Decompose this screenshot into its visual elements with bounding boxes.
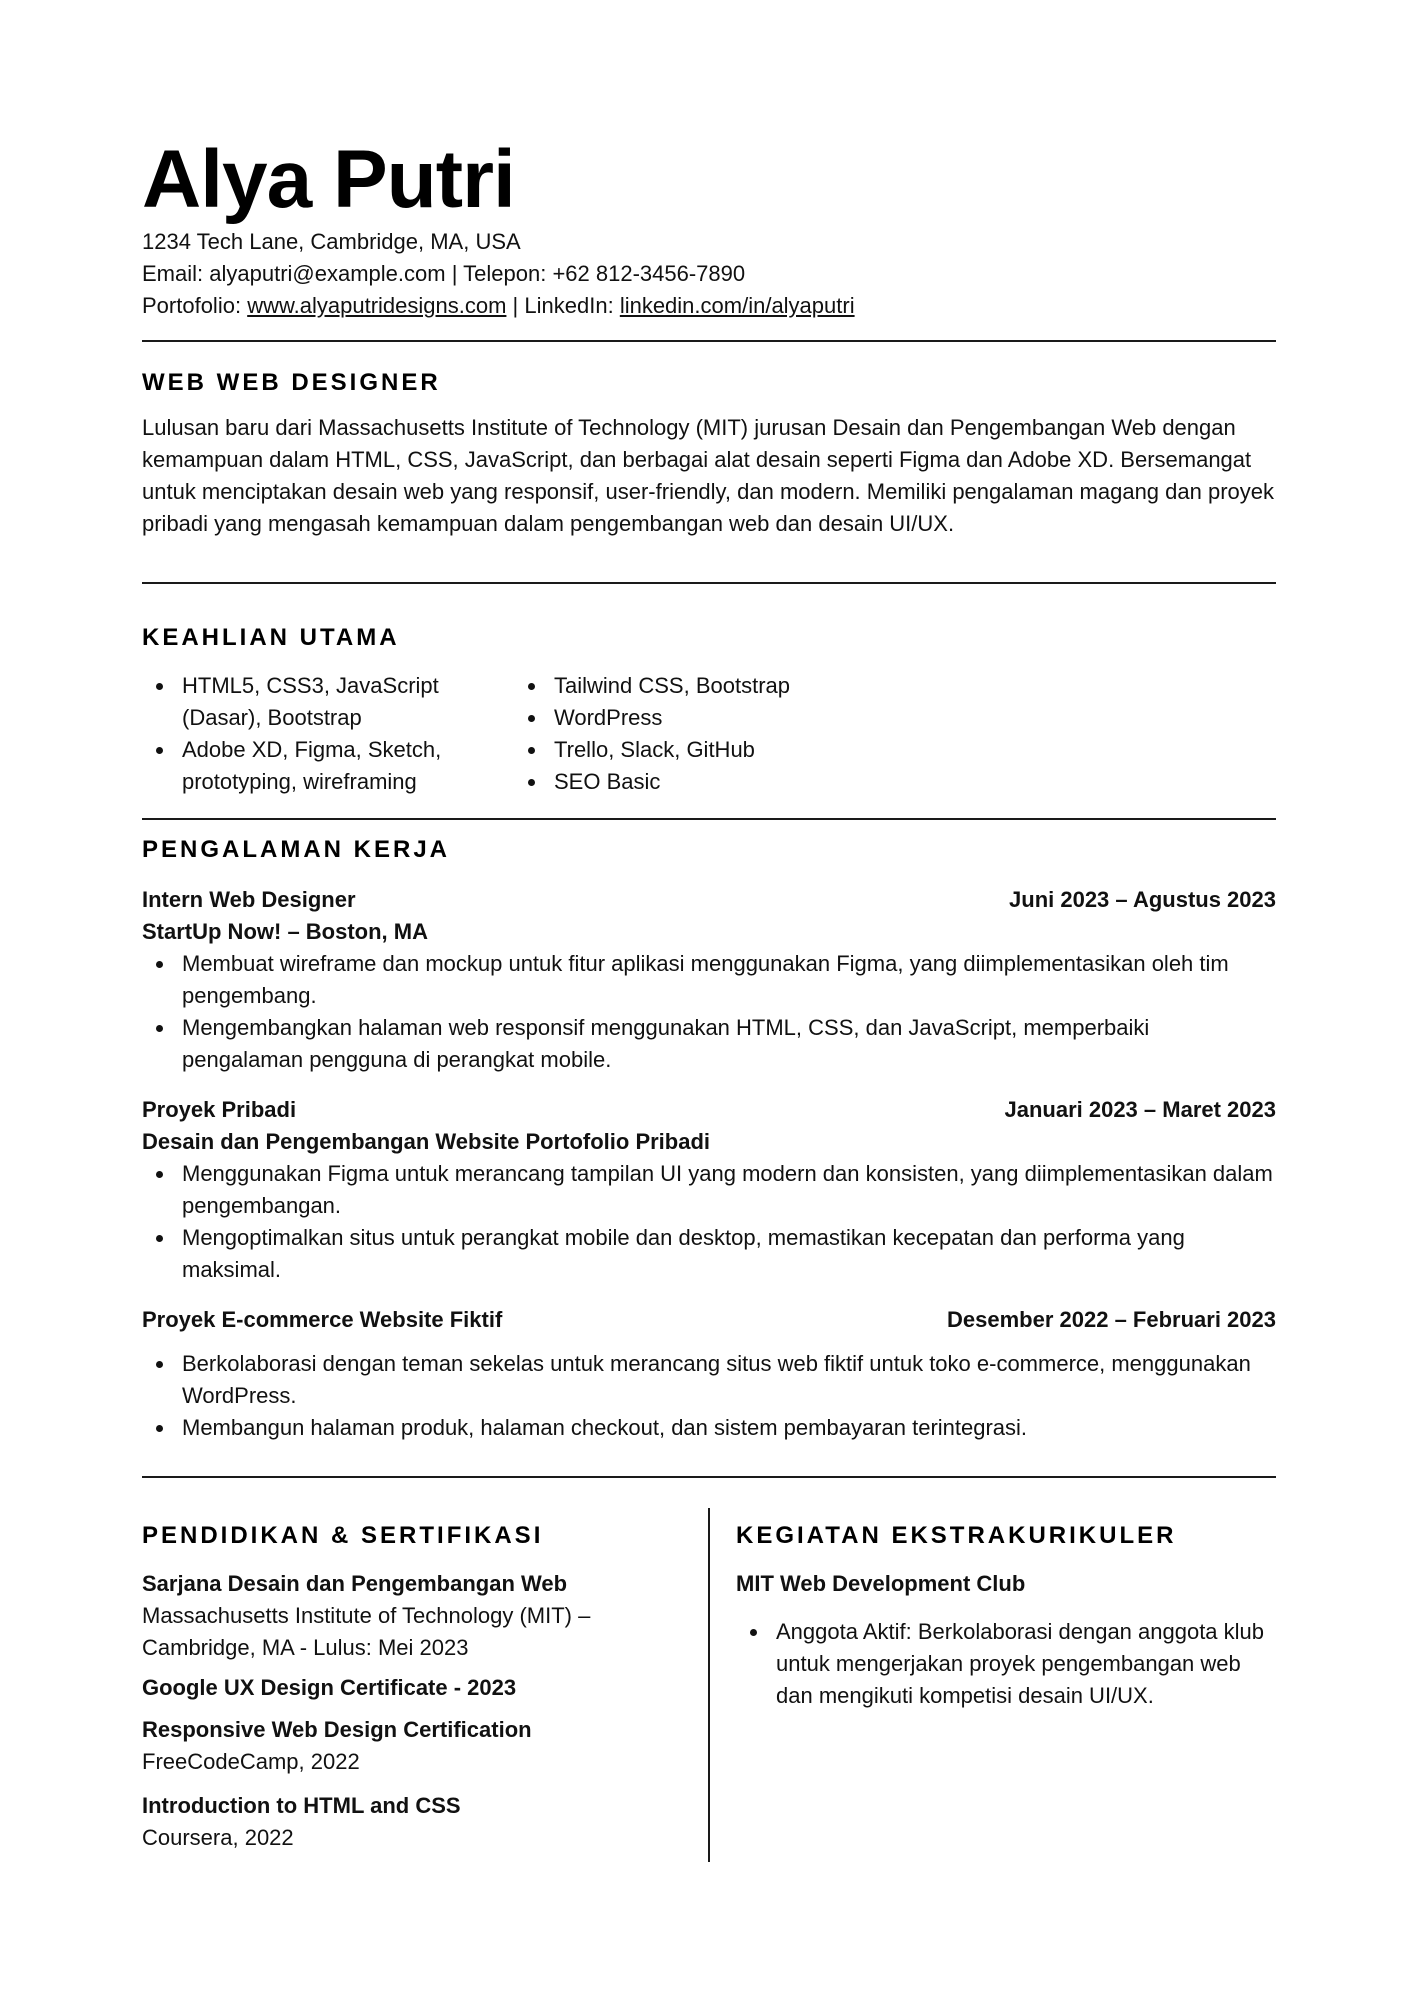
job-date: Desember 2022 – Februari 2023 (947, 1307, 1276, 1332)
certificate-item (142, 1790, 662, 1854)
divider (142, 1476, 1276, 1478)
summary-text: Lulusan baru dari Massachusetts Institute of Technology (MIT) jurusan Desain dan Pengembangan Web dengan kemampuan dalam HTML, CSS, JavaScript, dan berbagai alat desain seperti Figma dan Adobe XD. Bersemangat untuk menciptakan desain web yang responsif, user-friendly, dan modern. Memiliki pengalaman magang dan proyek pribadi yang mengasah kemampuan dalam pengembangan web dan desain UI/UX. (142, 415, 1275, 536)
list-item: Menggunakan Figma untuk merancang tampilan UI yang modern dan konsisten, yang diimplementasikan dalam pengembangan. (142, 1158, 1276, 1222)
job-title: Intern Web Designer (142, 887, 356, 912)
divider (142, 582, 1276, 584)
certificate-title: Google UX Design Certificate - 2023 (142, 1675, 517, 1700)
list-item: Adobe XD, Figma, Sketch, prototyping, wireframing (142, 734, 482, 798)
job-bullets (142, 1348, 1276, 1444)
degree-title: Sarjana Desain dan Pengembangan Web (142, 1571, 568, 1596)
candidate-name: Alya Putri (142, 134, 515, 225)
separator: | (512, 293, 519, 318)
job-company: StartUp Now! – Boston, MA (142, 919, 428, 944)
email-phone-line (142, 258, 855, 290)
certificate-detail: Coursera, 2022 (142, 1825, 294, 1850)
portfolio-label: Portofolio: (142, 293, 242, 318)
job-entry (142, 884, 1276, 1076)
activity-bullets (736, 1616, 1276, 1712)
degree-detail: Massachusetts Institute of Technology (MIT) – Cambridge, MA - Lulus: Mei 2023 (142, 1603, 591, 1660)
certificate-title: Introduction to HTML and CSS (142, 1793, 461, 1818)
list-item: Mengembangkan halaman web responsif menggunakan HTML, CSS, dan JavaScript, memperbaiki pengalaman pengguna di perangkat mobile. (142, 1012, 1276, 1076)
experience-heading: PENGALAMAN KERJA (142, 836, 451, 863)
list-item: Berkolaborasi dengan teman sekelas untuk merancang situs web fiktif untuk toko e-commerce, menggunakan WordPress. (142, 1348, 1276, 1412)
certificate-item (142, 1672, 662, 1704)
job-bullets (142, 1158, 1276, 1286)
certificate-title: Responsive Web Design Certification (142, 1717, 532, 1742)
phone-value: +62 812-3456-7890 (552, 261, 746, 286)
linkedin-label: LinkedIn: (524, 293, 614, 318)
list-item: HTML5, CSS3, JavaScript (Dasar), Bootstrap (142, 670, 482, 734)
email-label: Email: (142, 261, 204, 286)
list-item: Membuat wireframe dan mockup untuk fitur aplikasi menggunakan Figma, yang diimplementasikan oleh tim pengembang. (142, 948, 1276, 1012)
list-item: Membangun halaman produk, halaman checkout, dan sistem pembayaran terintegrasi. (142, 1412, 1276, 1444)
job-bullets (142, 948, 1276, 1076)
column-divider (708, 1508, 710, 1862)
skills-heading: KEAHLIAN UTAMA (142, 624, 400, 651)
certificate-detail: FreeCodeCamp, 2022 (142, 1749, 360, 1774)
job-date: Januari 2023 – Maret 2023 (1004, 1097, 1276, 1122)
separator: | (451, 261, 458, 286)
list-item: Mengoptimalkan situs untuk perangkat mobile dan desktop, memastikan kecepatan dan performa yang maksimal. (142, 1222, 1276, 1286)
job-entry (142, 1304, 1276, 1444)
links-line (142, 290, 855, 322)
skills-list-right (514, 670, 914, 798)
list-item: Trello, Slack, GitHub (514, 734, 914, 766)
address: 1234 Tech Lane, Cambridge, MA, USA (142, 229, 521, 254)
organization-name: MIT Web Development Club (736, 1571, 1026, 1596)
list-item: SEO Basic (514, 766, 914, 798)
extracurricular-block (736, 1568, 1276, 1712)
divider (142, 340, 1276, 342)
job-title: Proyek E-commerce Website Fiktif (142, 1307, 503, 1332)
job-title: Proyek Pribadi (142, 1097, 297, 1122)
divider (142, 818, 1276, 820)
job-date: Juni 2023 – Agustus 2023 (1009, 887, 1276, 912)
list-item: WordPress (514, 702, 914, 734)
phone-label: Telepon: (463, 261, 547, 286)
education-list (142, 1568, 662, 1854)
certificate-item (142, 1714, 662, 1778)
linkedin-link[interactable]: linkedin.com/in/alyaputri (619, 293, 855, 318)
email-value: alyaputri@example.com (209, 261, 446, 286)
list-item: Anggota Aktif: Berkolaborasi dengan anggota klub untuk mengerjakan proyek pengembangan web dan mengikuti kompetisi desain UI/UX. (736, 1616, 1276, 1712)
list-item: Tailwind CSS, Bootstrap (514, 670, 914, 702)
portfolio-link[interactable]: www.alyaputridesigns.com (247, 293, 507, 318)
extracurricular-heading: KEGIATAN EKSTRAKURIKULER (736, 1522, 1177, 1549)
job-entry (142, 1094, 1276, 1286)
skills-list-left (142, 670, 482, 798)
contact-block (142, 226, 855, 322)
education-heading: PENDIDIKAN & SERTIFIKASI (142, 1522, 544, 1549)
job-company: Desain dan Pengembangan Website Portofolio Pribadi (142, 1129, 711, 1154)
education-item (142, 1568, 662, 1664)
summary-heading: WEB WEB DESIGNER (142, 369, 441, 396)
